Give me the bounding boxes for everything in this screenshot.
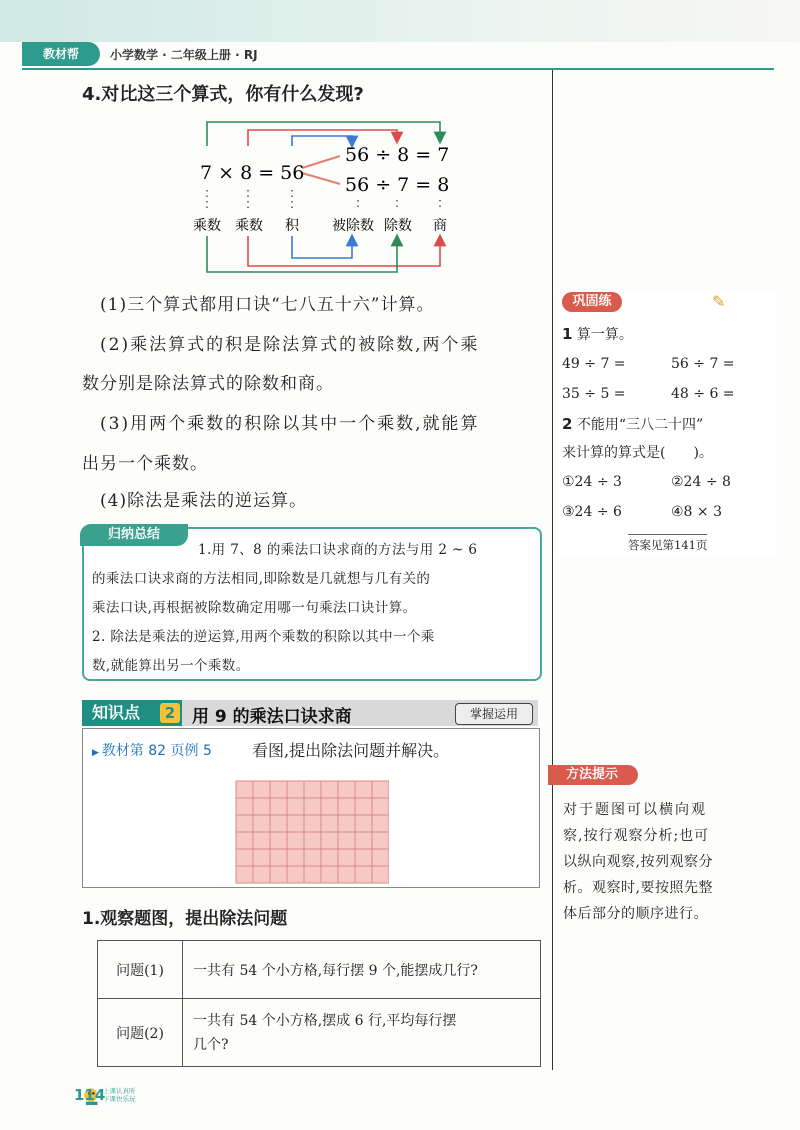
branch-line-upper [302, 156, 340, 168]
section-4-title: 4.对比这三个算式，你有什么发现? [82, 84, 364, 105]
label-multiplier-1: 乘数 [193, 218, 221, 234]
grid-square [338, 832, 355, 849]
table-row [98, 999, 541, 1067]
grid-square [355, 866, 372, 883]
grid-square [253, 866, 270, 883]
book-title: 小学数学 · 二年级上册 · RJ [110, 48, 258, 62]
label-dividend: 被除数 [332, 218, 374, 234]
grid-square [355, 849, 372, 866]
grid-square [253, 849, 270, 866]
header-band [0, 0, 800, 42]
method-tip-tag: 方法提示 [548, 765, 638, 785]
summary-line-1: 1.用 7、8 的乘法口诀求商的方法与用 2 ~ 6 [198, 542, 478, 558]
grid-square [270, 866, 287, 883]
grid-square [338, 866, 355, 883]
grid-square [236, 781, 253, 798]
table-row [98, 941, 541, 999]
grid-square [338, 849, 355, 866]
grid-square [253, 832, 270, 849]
page-number: 114 [74, 1086, 106, 1104]
practice-q2-text-line-2: 来计算的算式是( )。 [562, 445, 713, 461]
grid-square [304, 815, 321, 832]
practice-q1-item-4: 48 ÷ 6 = [671, 386, 735, 402]
question-2-text-line-2: 几个? [193, 1036, 229, 1053]
tip-line-1: 对于题图可以横向观 [563, 802, 707, 818]
grid-square [372, 832, 389, 849]
grid-square [321, 815, 338, 832]
multiplication-equation: 7 × 8 = 56 [200, 162, 305, 184]
tip-line-5: 体后部分的顺序进行。 [563, 906, 708, 922]
square-grid-figure [235, 780, 389, 884]
grid-square [270, 781, 287, 798]
label-quotient: 商 [433, 218, 447, 234]
practice-q2-option-1: ①24 ÷ 3 [562, 474, 622, 490]
practice-q2-option-2: ②24 ÷ 8 [671, 474, 731, 490]
pencil-icon: ✎ [712, 292, 726, 311]
practice-q1-number: 1 [562, 325, 573, 343]
grid-square [372, 781, 389, 798]
finding-2-line-1: (2)乘法算式的积是除法算式的被除数,两个乘 [100, 335, 480, 355]
knowledge-point-title: 用 9 的乘法口诀求商 [192, 707, 352, 727]
column-divider [552, 70, 553, 1070]
practice-tag: 巩固练 [562, 292, 622, 312]
tip-line-4: 析。观察时,要按照先整 [563, 880, 713, 896]
summary-line-2: 的乘法口诀求商的方法相同,即除数是几就想与几有关的 [92, 571, 431, 587]
grid-square [270, 815, 287, 832]
grid-square [236, 832, 253, 849]
branch-line-lower [302, 173, 340, 184]
practice-q2-number: 2 [562, 415, 573, 433]
grid-square [304, 849, 321, 866]
grid-square [270, 798, 287, 815]
grid-square [355, 832, 372, 849]
method-tip-text [563, 797, 758, 927]
practice-q1-item-1: 49 ÷ 7 = [562, 356, 626, 372]
grid-square [253, 815, 270, 832]
question-1-label: 问题(1) [98, 941, 183, 999]
knowledge-point-number: 2 [160, 703, 180, 723]
finding-4: (4)除法是乘法的逆运算。 [100, 491, 308, 511]
example-task: 看图,提出除法问题并解决。 [252, 741, 450, 760]
grid-square [372, 798, 389, 815]
grid-square [236, 849, 253, 866]
summary-line-5: 数,就能算出另一个乘数。 [92, 658, 250, 674]
arrow-blue-bottom [292, 236, 352, 258]
page-note-line-1: 上课认真听 [103, 1087, 136, 1095]
mastery-badge: 掌握运用 [455, 703, 533, 725]
page-note [103, 1087, 136, 1103]
grid-square [287, 866, 304, 883]
grid-square [253, 798, 270, 815]
arrow-red-bottom [248, 236, 440, 266]
tip-line-3: 以纵向观察,按列观察分 [563, 854, 713, 870]
grid-square [338, 815, 355, 832]
header-rule [22, 68, 774, 70]
grid-square [372, 849, 389, 866]
question-2-label: 问题(2) [98, 999, 183, 1067]
grid-square [236, 798, 253, 815]
practice-q1-text: 算一算。 [576, 327, 633, 343]
grid-square [236, 815, 253, 832]
knowledge-point-tag: 知识点 [82, 700, 182, 726]
division-equation-1: 56 ÷ 8 = 7 [345, 144, 450, 166]
grid-square [321, 798, 338, 815]
finding-2-line-2: 数分别是除法算式的除数和商。 [82, 374, 334, 394]
grid-square [338, 781, 355, 798]
arrow-blue-top [292, 136, 352, 146]
grid-square [321, 866, 338, 883]
triangle-bullet-icon: ▶ [92, 748, 102, 758]
page-note-line-2: 下课快乐玩 [103, 1095, 136, 1103]
question-2-text [183, 999, 541, 1067]
question-2-text-line-1: 一共有 54 个小方格,摆成 6 行,平均每行摆 [193, 1012, 457, 1029]
grid-square [355, 781, 372, 798]
tip-line-2: 察,按行观察分析;也可 [563, 828, 710, 844]
division-equation-2: 56 ÷ 7 = 8 [345, 174, 450, 196]
grid-square [321, 781, 338, 798]
practice-q2-option-3: ③24 ÷ 6 [562, 504, 622, 520]
grid-square [304, 866, 321, 883]
grid-square [287, 832, 304, 849]
question-1-text: 一共有 54 个小方格,每行摆 9 个,能摆成几行? [183, 941, 541, 999]
grid-square [270, 849, 287, 866]
section-1-title: 1.观察题图，提出除法问题 [82, 909, 288, 929]
label-multiplier-2: 乘数 [235, 218, 263, 234]
multiplication-division-diagram [180, 118, 460, 278]
summary-tag: 归纳总结 [80, 524, 188, 546]
grid-square [372, 866, 389, 883]
grid-square [270, 832, 287, 849]
summary-line-4: 2. 除法是乘法的逆运算,用两个乘数的积除以其中一个乘 [92, 629, 435, 645]
grid-square [355, 815, 372, 832]
practice-q2-text-line-1: 不能用“三八二十四” [576, 417, 704, 433]
grid-square [355, 798, 372, 815]
example-reference [92, 740, 212, 760]
answer-reference: 答案见第141页 [628, 534, 707, 553]
summary-line-3: 乘法口诀,再根据被除数确定用哪一句乘法口诀计算。 [92, 600, 417, 616]
grid-square [253, 781, 270, 798]
practice-q2-title [562, 414, 703, 434]
grid-square [287, 815, 304, 832]
grid-square [304, 798, 321, 815]
grid-square [304, 832, 321, 849]
questions-table [97, 940, 541, 1067]
grid-square [321, 832, 338, 849]
grid-square [287, 849, 304, 866]
grid-square [236, 866, 253, 883]
finding-3-line-2: 出另一个乘数。 [82, 454, 208, 474]
label-divisor: 除数 [384, 218, 412, 234]
grid-square [287, 781, 304, 798]
brand-tab: 教材帮 [22, 42, 100, 66]
grid-square [338, 798, 355, 815]
grid-square [287, 798, 304, 815]
arrow-green-top [207, 122, 440, 146]
grid-square [304, 781, 321, 798]
finding-3-line-1: (3)用两个乘数的积除以其中一个乘数,就能算 [100, 414, 480, 434]
practice-q1-title [562, 324, 633, 344]
practice-q1-item-2: 56 ÷ 7 = [671, 356, 735, 372]
finding-1: (1)三个算式都用口诀“七八五十六”计算。 [100, 295, 435, 315]
label-product: 积 [285, 218, 299, 234]
grid-square [372, 815, 389, 832]
grid-square [321, 849, 338, 866]
practice-q2-option-4: ④8 × 3 [671, 504, 722, 520]
example-reference-text: 教材第 82 页例 5 [101, 743, 212, 759]
practice-q1-item-3: 35 ÷ 5 = [562, 386, 626, 402]
